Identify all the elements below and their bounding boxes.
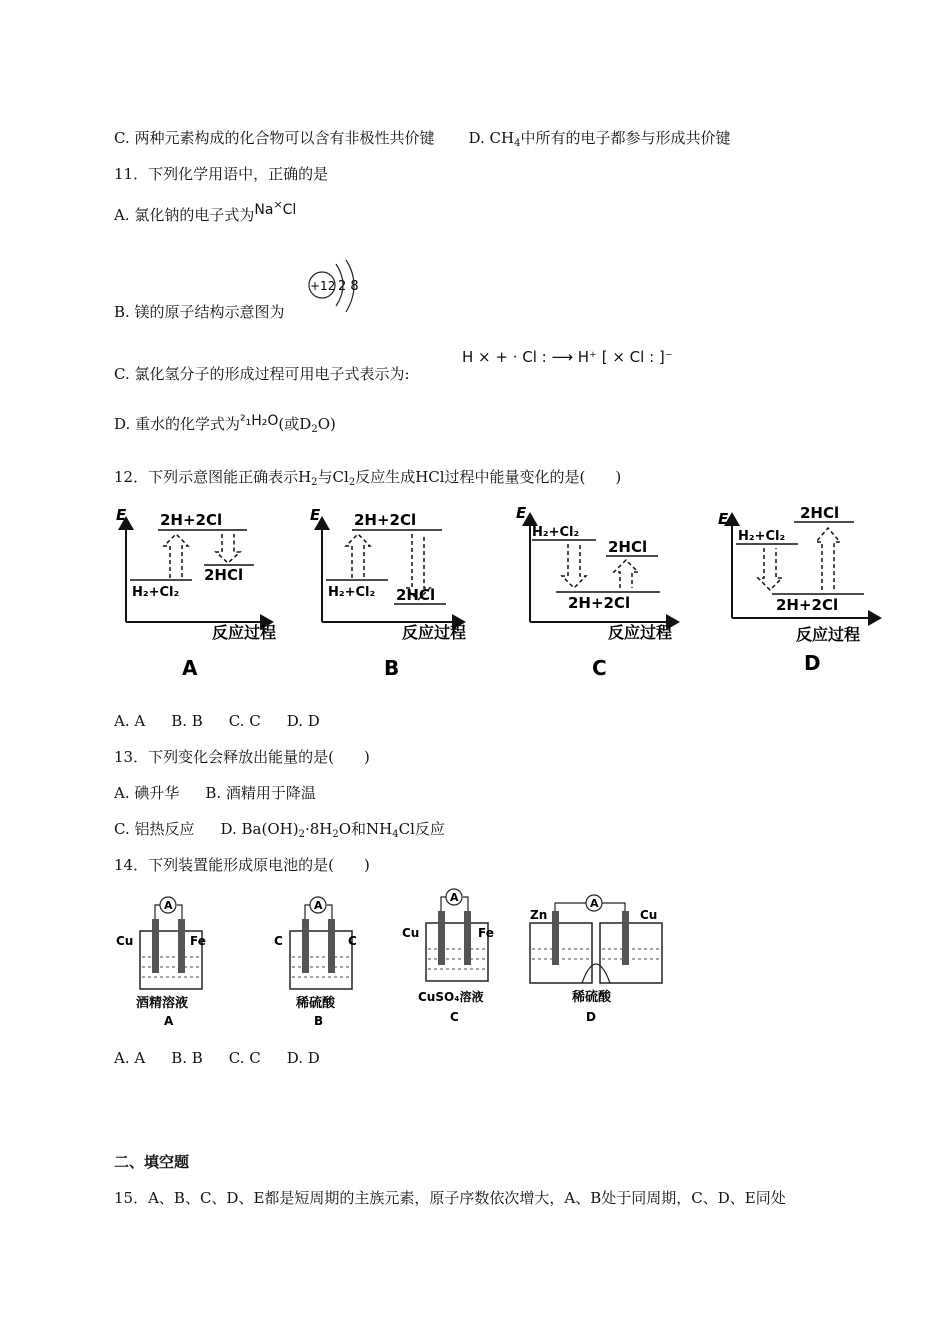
svg-text:A: A: [164, 1014, 174, 1028]
q14-answer-d[interactable]: D. D: [286, 1049, 320, 1067]
svg-text:Zn: Zn: [530, 908, 548, 922]
svg-text:A: A: [450, 891, 459, 904]
svg-text:Cu: Cu: [640, 908, 658, 922]
level-atoms: 2H+2Cl: [160, 511, 223, 529]
q11-stem: 11．下列化学用语中，正确的是: [114, 165, 329, 183]
svg-text:E: E: [516, 504, 527, 522]
svg-text:D: D: [586, 1010, 596, 1024]
section-heading: 二、填空题: [114, 1153, 190, 1171]
panel-letter-c: C: [592, 656, 607, 680]
q14-answer-b[interactable]: B. B: [171, 1049, 203, 1067]
nacl-electron-formula: Na×Cl: [254, 198, 297, 218]
cell-b: [274, 897, 357, 1028]
svg-text:反应过程: 反应过程: [608, 623, 673, 642]
cell-a: [116, 897, 206, 1028]
svg-text:H₂+Cl₂: H₂+Cl₂: [328, 585, 376, 600]
energy-panel-b: [310, 506, 466, 680]
q12-answer-c[interactable]: C. C: [228, 712, 261, 730]
svg-text:酒精溶液: 酒精溶液: [136, 996, 189, 1011]
q14-answers: [114, 1048, 346, 1068]
svg-text:H₂+Cl₂: H₂+Cl₂: [738, 529, 786, 544]
q14-answer-a[interactable]: A. A: [114, 1049, 146, 1067]
hcl-formation-formula: H × + · Cl : ⟶ H⁺ [ × Cl : ]⁻: [462, 348, 673, 366]
galvanic-cells-figure: [112, 885, 672, 1035]
q13-option-b[interactable]: B. 酒精用于降温: [205, 784, 316, 802]
svg-text:H₂+Cl₂: H₂+Cl₂: [532, 525, 580, 540]
svg-text:E: E: [718, 510, 729, 528]
svg-text:反应过程: 反应过程: [796, 625, 861, 644]
panel-letter-b: B: [384, 656, 400, 680]
svg-text:B: B: [314, 1014, 324, 1028]
cell-c: [402, 889, 494, 1024]
q14-stem: 14．下列装置能形成原电池的是( ): [114, 856, 370, 874]
q13-option-d[interactable]: D. $Ba(OH)_2\cdot 8H_2O$和$NH_4Cl$反应: [220, 820, 445, 840]
q13-option-c[interactable]: C. 铝热反应: [114, 820, 195, 838]
level-reactants: H₂+Cl₂: [132, 585, 180, 600]
svg-text:Fe: Fe: [190, 934, 206, 948]
q11-option-c: C. 氯化氢分子的形成过程可用电子式表示为:: [114, 365, 410, 383]
q12-answers: [114, 711, 346, 731]
q13-options-cd: [114, 819, 445, 845]
mg-atom-diagram: [300, 258, 370, 318]
e-axis-label: E: [116, 506, 127, 524]
svg-text:反应过程: 反应过程: [402, 623, 467, 642]
svg-text:2H+2Cl: 2H+2Cl: [776, 596, 839, 614]
q10-option-c: C. 两种元素构成的化合物可以含有非极性共价键: [114, 129, 435, 147]
q12-answer-b[interactable]: B. B: [171, 712, 203, 730]
q13-stem: 13．下列变化会释放出能量的是( ): [114, 748, 370, 766]
q11-option-d: D. 重水的化学式为²₁H₂O(或$D_2O$): [114, 413, 336, 435]
heavy-water-formula: ²₁H₂O: [240, 413, 279, 429]
energy-diagrams: [112, 500, 902, 685]
svg-text:A: A: [314, 899, 323, 912]
x-axis-label: 反应过程: [212, 623, 277, 642]
svg-text:Fe: Fe: [478, 926, 494, 940]
q11-option-b: B. 镁的原子结构示意图为: [114, 303, 285, 321]
svg-text:A: A: [590, 897, 599, 910]
energy-panel-c: [516, 504, 678, 680]
cell-d: [530, 895, 662, 1024]
svg-text:C: C: [348, 934, 357, 948]
svg-text:E: E: [310, 506, 321, 524]
q13-option-a[interactable]: A. 碘升华: [114, 784, 180, 802]
svg-text:2HCl: 2HCl: [800, 504, 840, 522]
svg-text:CuSO₄溶液: CuSO₄溶液: [418, 990, 484, 1004]
ammeter-icon: A: [164, 899, 173, 912]
q12-stem: 12．下列示意图能正确表示$H_2$与$Cl_2$反应生成HCl过程中能量变化的是( ): [114, 468, 622, 488]
q11-option-a: A. 氯化钠的电子式为Na×Cl: [114, 198, 297, 224]
svg-text:C: C: [274, 934, 283, 948]
mg-shell-label: 2 8: [338, 279, 359, 294]
svg-text:稀硫酸: 稀硫酸: [572, 990, 612, 1005]
q12-answer-d[interactable]: D. D: [286, 712, 320, 730]
svg-text:2H+2Cl: 2H+2Cl: [568, 594, 631, 612]
svg-text:稀硫酸: 稀硫酸: [296, 996, 336, 1011]
q14-answer-c[interactable]: C. C: [228, 1049, 261, 1067]
q10-option-d: D. $CH_4$中所有的电子都参与形成共价键: [468, 129, 731, 149]
q12-answer-a[interactable]: A. A: [114, 712, 146, 730]
mg-nucleus-label: +12: [310, 279, 336, 293]
q10-options: [114, 128, 730, 154]
q15-stem: 15．A、B、C、D、E都是短周期的主族元素，原子序数依次增大，A、B处于同周期，C、D、E同处: [114, 1189, 786, 1207]
energy-panel-d: [718, 504, 880, 675]
svg-text:C: C: [450, 1010, 459, 1024]
svg-text:2HCl: 2HCl: [608, 538, 648, 556]
svg-text:2H+2Cl: 2H+2Cl: [354, 511, 417, 529]
q13-options-ab: [114, 783, 342, 803]
level-products: 2HCl: [204, 566, 244, 584]
svg-text:Cu: Cu: [402, 926, 420, 940]
energy-panel-a: [116, 506, 276, 680]
svg-text:Cu: Cu: [116, 934, 134, 948]
panel-letter-d: D: [804, 651, 821, 675]
panel-letter-a: A: [182, 656, 198, 680]
svg-text:2HCl: 2HCl: [396, 586, 436, 604]
